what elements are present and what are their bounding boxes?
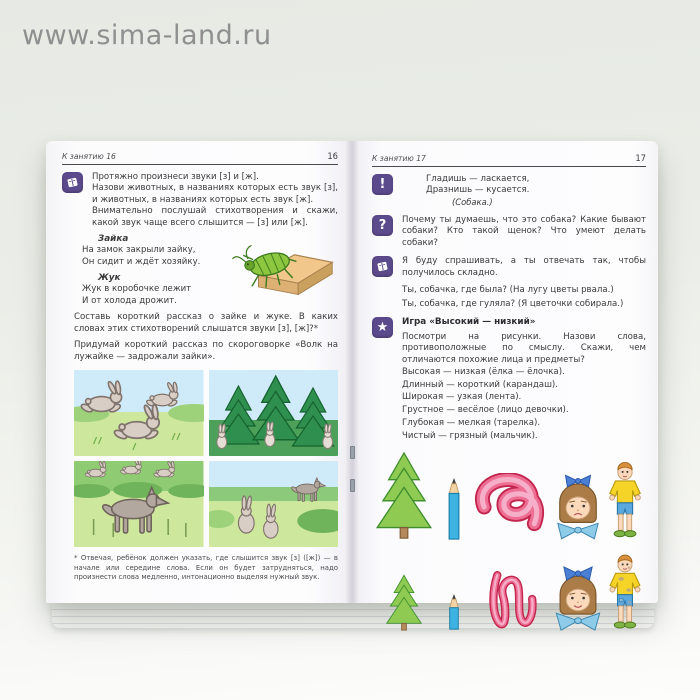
dialog-block [372, 256, 646, 310]
task-line: Назови животных, в названиях которых есть звук [з], и животных, в названиях которых есть звук [ж]. [92, 183, 338, 205]
dialog-text [402, 256, 646, 310]
book-icon-glyph [66, 176, 79, 189]
questions-text: Почему ты думаешь, что это собака? Какие бывают собаки? Кто такой щенок? Что умеют делать собаки? [402, 215, 646, 248]
paragraph: Составь короткий рассказ о зайке и жуке. В каких словах этих стихотворений слышатся звуки [з], [ж]?* [74, 312, 338, 334]
word-pair: Высокая — низкая (ёлка — ёлочка). [402, 366, 565, 377]
poem-line: И от холода дрожит. [82, 295, 177, 306]
game-intro: Посмотри на рисунки. Назови слова, противоположные по смыслу. Скажи, чем отличаются похожие лица и предметы? [402, 331, 646, 365]
riddle-block [372, 174, 646, 208]
riddle-line: Дразнишь — кусается. [426, 185, 530, 196]
task-line: Внимательно послушай стихотворения и скажи, какой звук чаще всего слышится — [з] или [ж]. [92, 206, 338, 228]
lesson-label: К занятию 17 [372, 154, 426, 163]
cheerful-girl-face [552, 566, 604, 632]
poem-title: Зайка [98, 234, 129, 245]
exclamation-icon: ! [372, 174, 393, 195]
question-icon: ? [372, 215, 393, 236]
watermark: www.sima-land.ru [22, 20, 272, 51]
star-icon: ★ [372, 317, 393, 338]
narrow-ribbon [472, 566, 552, 632]
poem-line: Жук в коробочке лежит [82, 284, 192, 295]
rabbits-sitting-panel [209, 461, 339, 547]
task-line: Протяжно произнеси звуки [з] и [ж]. [92, 172, 259, 182]
book-icon [372, 256, 393, 277]
word-pairs [402, 366, 646, 442]
wolf-meadow-panel [74, 461, 204, 547]
page-16-header [62, 151, 338, 165]
dialog-line: Ты, собачка, где гуляла? (Я цветочки собирала.) [402, 298, 624, 309]
word-pair: Длинный — короткий (карандаш). [402, 379, 559, 390]
riddle-text [402, 174, 646, 208]
tall-fir-tree [372, 451, 436, 541]
tasks-block [62, 172, 338, 229]
page-17-header [372, 153, 646, 167]
book-icon-glyph [376, 260, 389, 273]
rabbits-hiding-panel [209, 370, 339, 456]
tasks-text [92, 172, 338, 229]
staple [350, 479, 355, 492]
rabbits-running-panel [74, 370, 204, 456]
opposites-row-1 [372, 451, 646, 541]
long-pencil [436, 477, 472, 541]
dialog-intro: Я буду спрашивать, а ты отвечать так, чтобы получилось складно. [402, 256, 646, 278]
wide-ribbon [472, 473, 552, 541]
clean-boy [604, 457, 646, 541]
riddle-line: Гладишь — ласкается, [426, 174, 530, 184]
page-17 [352, 141, 658, 603]
short-pencil [436, 592, 472, 632]
dirty-boy [604, 550, 646, 632]
word-pair: Чистый — грязный (мальчик). [402, 430, 538, 441]
lesson-label: К занятию 16 [62, 152, 116, 161]
opposites-row-2 [372, 550, 646, 632]
paragraph: Придумай короткий рассказ по скороговорке «Волк на лужайке — задрожали зайки». [74, 340, 338, 362]
word-pair: Грустное — весёлое (лицо девочки). [402, 405, 569, 416]
poems-text [74, 229, 226, 307]
small-fir-tree [372, 574, 436, 632]
game-block [372, 317, 646, 442]
page-number: 16 [327, 151, 338, 161]
dialog-line: Ты, собачка, где была? (На лугу цветы рвала.) [402, 285, 614, 296]
sad-girl-face [552, 473, 604, 541]
poem-title: Жук [98, 273, 121, 284]
book-icon [62, 172, 83, 193]
riddle-answer: (Собака.) [452, 196, 493, 207]
questions-block [372, 215, 646, 249]
poems-block [74, 229, 338, 307]
page-16 [46, 141, 352, 603]
beetle-on-matchbox-illustration [232, 237, 336, 307]
staple [350, 446, 355, 459]
word-pair: Широкая — узкая (лента). [402, 392, 522, 403]
book-spread [46, 141, 658, 603]
game-title: Игра «Высокий — низкий» [402, 316, 536, 327]
open-book [46, 141, 658, 628]
story-panels [74, 370, 338, 547]
word-pair: Глубокая — мелкая (тарелка). [402, 417, 541, 428]
poem-line: Он сидит и ждёт хозяйку. [82, 256, 201, 267]
page-number: 17 [635, 153, 646, 163]
poem-line: На замок закрыли зайку, [82, 245, 196, 256]
game-text [402, 317, 646, 442]
footnote: * Отвечая, ребёнок должен указать, где слышится звук [з] ([ж]) — в начале или середине слова. Если он будет затрудняться, надо произнести слова медленно, интонационно выделяя нужный звук. [74, 554, 338, 582]
